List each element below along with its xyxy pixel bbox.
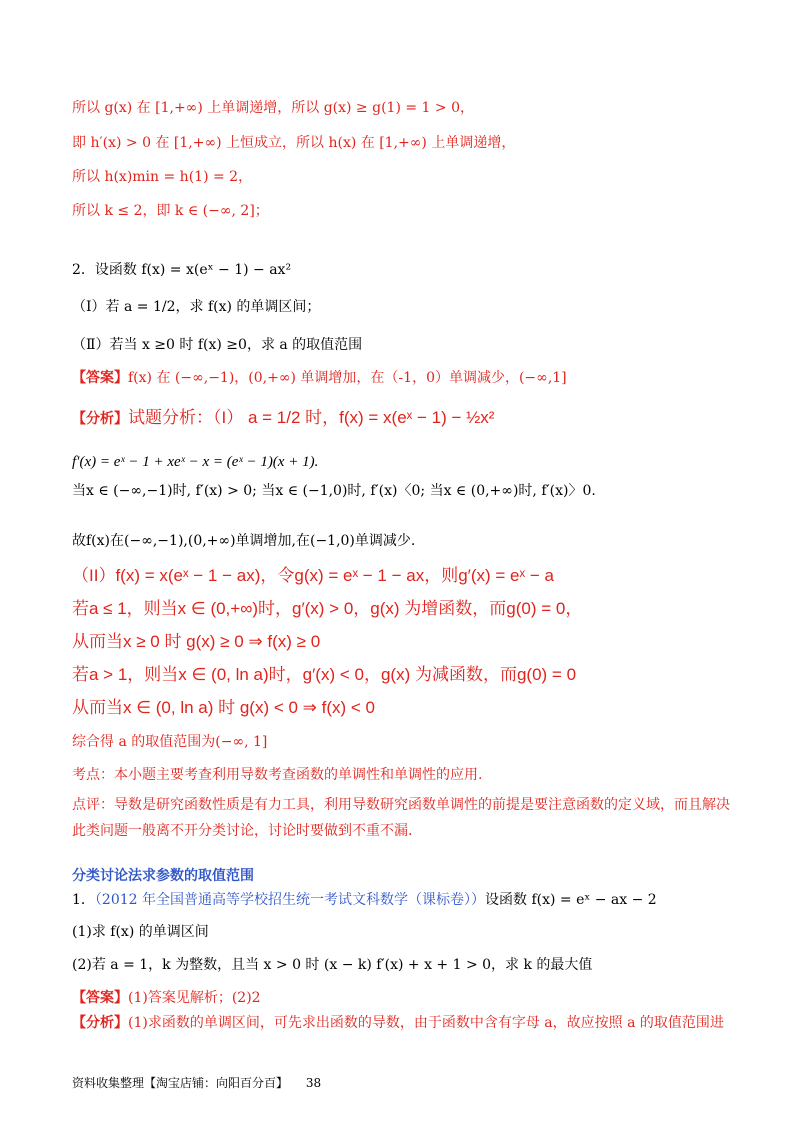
section-heading: 分类讨论法求参数的取值范围 (72, 868, 254, 884)
line-h-min: 所以 h(x)min = h(1) = 2， (72, 169, 253, 185)
case-a-gt-1: 若a > 1，则当x ∈ (0, ln a)时，g′(x) < 0，g(x) 为减函数，而g(0) = 0 (72, 665, 577, 684)
problem-1-title (72, 890, 657, 910)
part-2-setup: （II）f(x) = x(eˣ − 1 − ax)，令g(x) = eˣ − 1 − ax，则g′(x) = eˣ − a (72, 566, 554, 585)
monotonic-conclusion: 故f(x)在(−∞,−1),(0,+∞)单调增加,在(−1,0)单调减少. (72, 533, 416, 549)
problem-2-title: 2．设函数 f(x) = x(eˣ − 1) − ax² (72, 262, 292, 278)
analysis-label-2: 【分析】 (72, 1015, 128, 1031)
line-k-range: 所以 k ≤ 2，即 k ∈ (−∞, 2]； (72, 203, 269, 219)
problem-2-part-1: （Ⅰ）若 a = 1/2，求 f(x) 的单调区间； (72, 299, 321, 315)
analysis-label: 【分析】 (72, 410, 128, 426)
case-a-gt-1-conclusion: 从而当x ∈ (0, ln a) 时 g(x) < 0 ⇒ f(x) < 0 (72, 698, 376, 717)
answer-line-2 (72, 988, 261, 1008)
derivative-formula: f′(x) = eˣ − 1 + xeˣ − x = (eˣ − 1)(x + 1). (72, 454, 319, 470)
problem-1-source: （2012 年全国普通高等学校招生统一考试文科数学（课标卷）） (94, 892, 485, 908)
comment: 点评：导数是研究函数性质是有力工具，利用导数研究函数单调性的前提是要注意函数的定义域，而且解决此类问题一般离不开分类讨论，讨论时要做到不重不漏. (72, 797, 730, 839)
problem-1-function: 设函数 f(x) = eˣ − ax − 2 (485, 892, 657, 908)
page-footer (72, 1073, 321, 1093)
answer-label-2: 【答案】 (72, 990, 128, 1006)
answer-text: f(x) 在 (−∞,−1)，(0,+∞) 单调增加，在（-1，0）单调减少，(−∞,1] (128, 370, 567, 386)
exam-point: 考点：本小题主要考查利用导数考查函数的单调性和单调性的应用. (72, 767, 483, 783)
answer-line (72, 368, 567, 388)
line-h-derivative-positive: 即 h′(x) > 0 在 [1,+∞) 上恒成立，所以 h(x) 在 [1,+∞) 上单调递增， (72, 135, 516, 151)
answer-label: 【答案】 (72, 370, 128, 386)
range-conclusion: 综合得 a 的取值范围为(−∞, 1] (72, 734, 268, 750)
analysis-line-2 (72, 1013, 724, 1033)
problem-2-part-2: （Ⅱ）若当 x ≥0 时 f(x) ≥0，求 a 的取值范围 (72, 337, 363, 353)
derivative-sign-cases: 当x ∈ (−∞,−1)时, f′(x) > 0; 当x ∈ (−1,0)时, f′(x)〈0; 当x ∈ (0,+∞)时, f′(x)〉0. (72, 483, 596, 499)
problem-1-number: 1． (72, 892, 95, 908)
problem-1-part-2: (2)若 a = 1，k 为整数，且当 x > 0 时 (x − k) f′(x) + x + 1 > 0，求 k 的最大值 (72, 957, 593, 973)
footer-source: 资料收集整理【淘宝店铺：向阳百分百】 (72, 1076, 289, 1090)
page-number: 38 (305, 1076, 322, 1090)
problem-1-part-1: (1)求 f(x) 的单调区间 (72, 924, 209, 940)
case-a-le-1-conclusion: 从而当x ≥ 0 时 g(x) ≥ 0 ⇒ f(x) ≥ 0 (72, 632, 321, 651)
line-g-increasing: 所以 g(x) 在 [1,+∞) 上单调递增，所以 g(x) ≥ g(1) = 1 > 0， (72, 100, 474, 116)
analysis-line (72, 408, 494, 428)
analysis-text-2: (1)求函数的单调区间，可先求出函数的导数，由于函数中含有字母 a，故应按照 a 的取值范围进 (128, 1015, 724, 1031)
analysis-text: 试题分析：（I） a = 1/2 时，f(x) = x(eˣ − 1) − ½x² (128, 408, 495, 427)
answer-text-2: (1)答案见解析；(2)2 (128, 990, 261, 1006)
case-a-le-1: 若a ≤ 1，则当x ∈ (0,+∞)时，g′(x) > 0，g(x) 为增函数，而g(0) = 0， (72, 599, 583, 618)
